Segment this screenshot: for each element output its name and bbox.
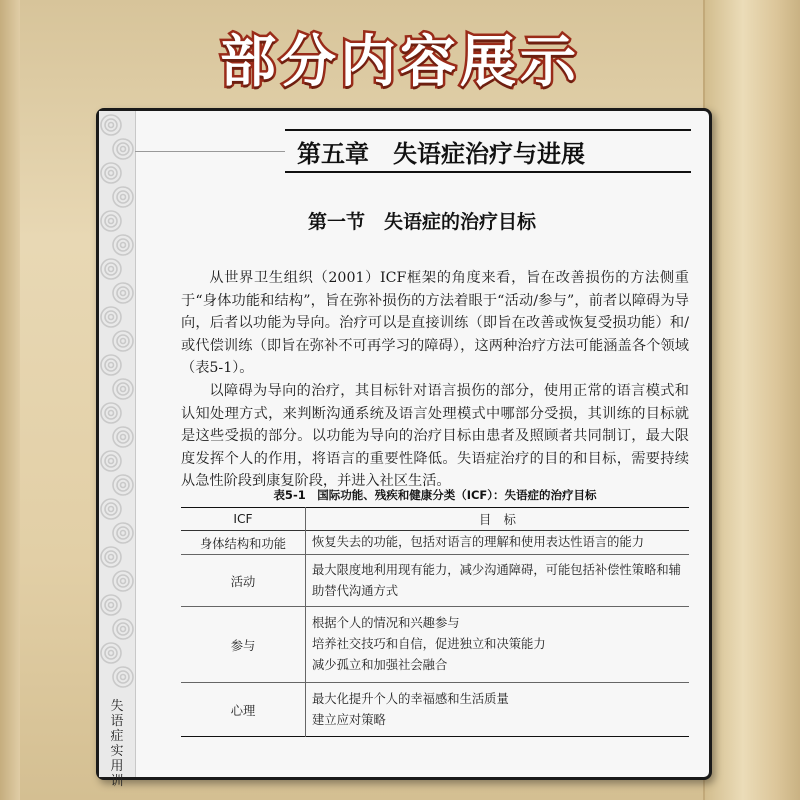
table-row-goals <box>306 683 690 737</box>
icf-goals-table <box>181 507 689 737</box>
chapter-title <box>285 129 691 173</box>
scroll-left-edge <box>0 0 20 800</box>
goal-item: 根据个人的情况和兴趣参与 <box>312 616 460 630</box>
table-row-category: 参与 <box>181 607 306 683</box>
goal-item: 培养社交技巧和自信，促进独立和决策能力 <box>312 637 546 651</box>
table-row <box>181 531 689 555</box>
table-caption: 表5-1 国际功能、残疾和健康分类（ICF）：失语症的治疗目标 <box>273 488 597 502</box>
table-row <box>181 555 689 607</box>
goal-item: 最大化提升个人的幸福感和生活质量 <box>312 691 509 706</box>
table-row-category: 心理 <box>181 683 306 737</box>
table-row-goals <box>306 531 690 555</box>
scroll-roll <box>703 0 800 800</box>
paragraph: 以障碍为导向的治疗，其目标针对语言损伤的部分，使用正常的语言模式和认知处理方式，来判断沟通系统及语言处理模式中哪部分受损，其训练的目标就是这些受损的部分。以功能为导向的治疗目标由患者及照顾者共同制订，最大限度发挥个人的作用，将语言的重要性降低。失语症治疗的目的和目标，需要持续从急性阶段到康复阶段，并进入社区生活。 <box>181 382 689 490</box>
banner-title: 部分内容展示 <box>220 30 580 95</box>
chapter-rule <box>135 151 285 152</box>
goal-item: 恢复失去的功能，包括对语言的理解和使用表达性语言的能力 <box>312 535 645 549</box>
table-row-goals <box>306 607 690 683</box>
table-row-goals <box>306 555 690 607</box>
cloud-pattern-icon <box>99 111 135 691</box>
goal-item: 减少孤立和加强社会融合 <box>312 658 448 672</box>
table-row-category: 活动 <box>181 555 306 607</box>
goal-item: 最大限度地利用现有能力，减少沟通障碍，可能包括补偿性策略和辅助替代沟通方式 <box>312 562 681 598</box>
body-text <box>181 267 689 493</box>
table-header-goals: 目 标 <box>479 513 516 527</box>
paragraph: 从世界卫生组织（2001）ICF框架的角度来看，旨在改善损伤的方法侧重于“身体功能和结构”，旨在弥补损伤的方法着眼于“活动/参与”，前者以障碍为导向，后者以功能为导向。治疗可以是直接训练（即旨在改善或恢复受损功能）和/或代偿训练（即旨在弥补不可再学习的障碍），这两种治疗方法可能涵盖各个领域（表5-1）。 <box>181 270 689 377</box>
table-row <box>181 683 689 737</box>
section-title: 第一节 失语症的治疗目标 <box>307 211 536 233</box>
table-row-category: 身体结构和功能 <box>181 531 306 555</box>
table-header-icf: ICF <box>181 508 306 531</box>
goal-item: 建立应对策略 <box>312 712 386 727</box>
table-header-row <box>181 508 689 531</box>
table-row <box>181 607 689 683</box>
spine-text: 失语症实用训 <box>110 699 124 789</box>
chapter-title-text: 第五章 失语症治疗与进展 <box>297 138 585 168</box>
book-page <box>96 108 712 789</box>
